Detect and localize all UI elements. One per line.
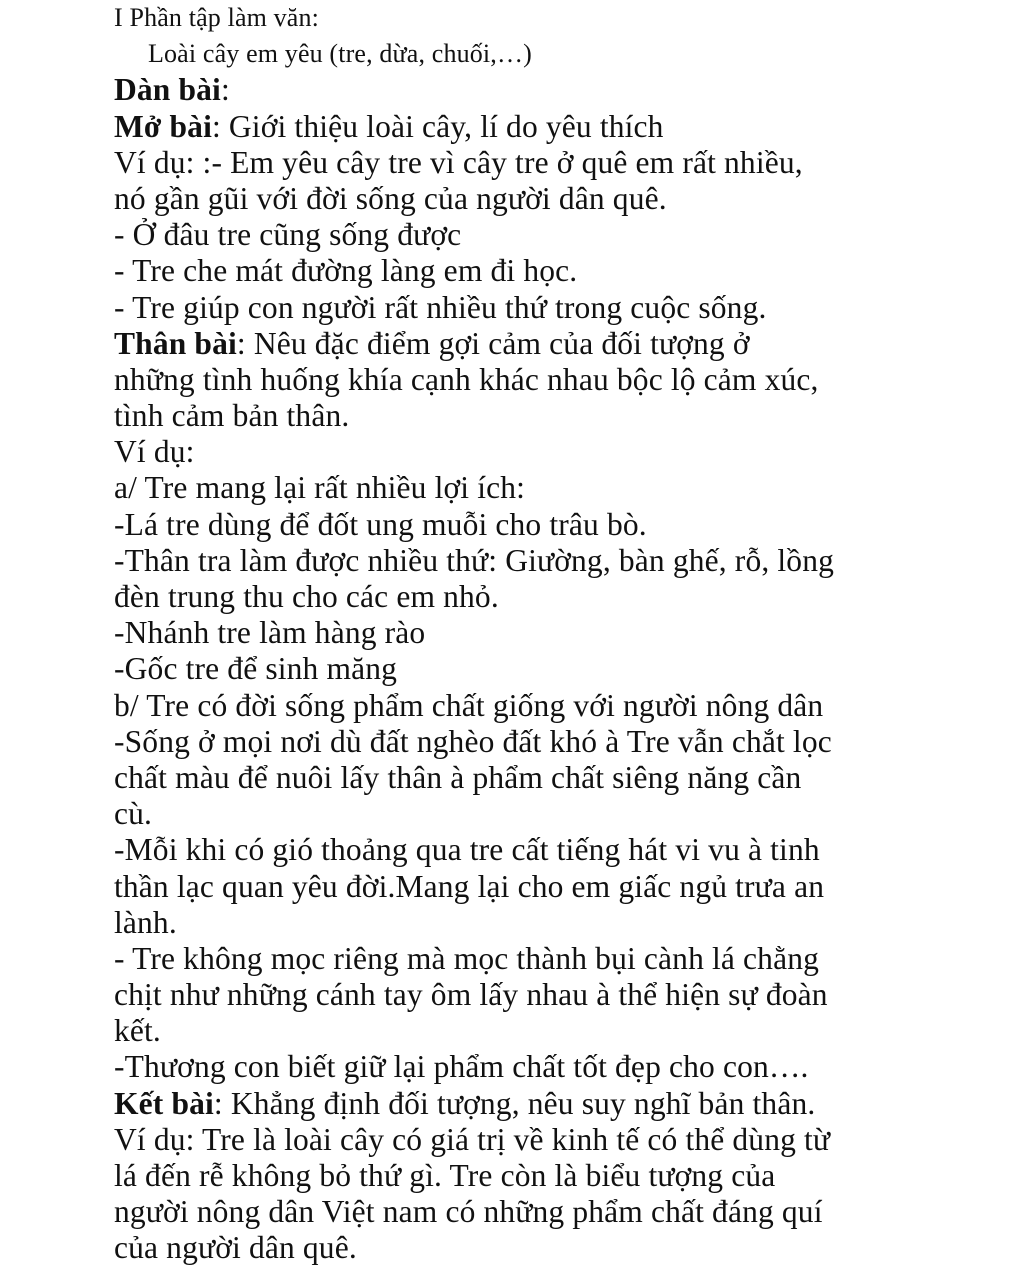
conclusion-line: người nông dân Việt nam có những phẩm chất đáng quí [114,1194,823,1230]
intro-label: Mở bài [114,108,212,144]
conclusion-text: : Khẳng định đối tượng, nêu suy nghĩ bản thân. [213,1085,816,1121]
body-line: - Tre không mọc riêng mà mọc thành bụi cành lá chằng [114,940,820,976]
intro-heading [114,109,1014,145]
body-line: -Sống ở mọi nơi dù đất nghèo đất khó à Tre vẫn chắt lọc [114,723,832,759]
conclusion-line: của người dân quê. [114,1230,357,1266]
body-heading [114,326,1014,362]
intro-example-line: - Tre giúp con người rất nhiều thứ trong cuộc sống. [114,289,767,325]
conclusion-heading [114,1086,1014,1122]
conclusion-label: Kết bài [114,1085,214,1121]
conclusion-line: lá đến rễ không bỏ thứ gì. Tre còn là biểu tượng của [114,1158,776,1193]
body-line: -Lá tre dùng để đốt ung muỗi cho trâu bò. [114,506,647,542]
document-page [114,0,1014,1267]
body-line: a/ Tre mang lại rất nhiều lợi ích: [114,470,526,506]
body-label: Thân bài [114,325,237,361]
body-line: thần lạc quan yêu đời.Mang lại cho em giấc ngủ trưa an [114,868,825,904]
section-heading: I Phần tập làm văn: [114,3,320,32]
body-text-line: những tình huống khía cạnh khác nhau bộc lộ cảm xúc, [114,361,819,397]
body-line: -Thân tra làm được nhiều thứ: Giường, bàn ghế, rỗ, lồng [114,542,834,578]
body-line: cù. [114,796,153,832]
outline-title: Dàn bài: [114,72,230,108]
essay-topic: Loài cây em yêu (tre, dừa, chuối,…) [148,39,532,69]
body-line: kết. [114,1013,161,1049]
body-example-label: Ví dụ: [114,434,195,470]
body-line: -Mỗi khi có gió thoảng qua tre cất tiếng hát vi vu à tinh [114,832,820,868]
body-text-line: tình cảm bản thân. [114,398,350,434]
body-line: đèn trung thu cho các em nhỏ. [114,579,499,614]
body-line: lành. [114,904,177,940]
intro-example-line: nó gần gũi với đời sống của người dân quê. [114,180,667,216]
intro-text: : Giới thiệu loài cây, lí do yêu thích [211,108,664,144]
body-line: chịt như những cánh tay ôm lấy nhau à thể hiện sự đoàn [114,977,828,1013]
intro-example-line: Ví dụ: :- Em yêu cây tre vì cây tre ở quê em rất nhiều, [114,144,803,180]
intro-example-line: - Ở đâu tre cũng sống được [114,217,462,253]
body-line: -Thương con biết giữ lại phẩm chất tốt đẹp cho con…. [114,1049,809,1085]
body-line: -Gốc tre để sinh măng [114,651,398,687]
body-line: chất màu để nuôi lấy thân à phẩm chất siêng năng cần [114,759,802,795]
conclusion-line: Ví dụ: Tre là loài cây có giá trị về kinh tế có thể dùng từ [114,1121,831,1157]
body-line: b/ Tre có đời sống phẩm chất giống với người nông dân [114,687,824,723]
body-line: -Nhánh tre làm hàng rào [114,615,426,651]
body-text: : Nêu đặc điểm gợi cảm của đối tượng ở [236,325,750,361]
intro-example-line: - Tre che mát đường làng em đi học. [114,253,578,289]
